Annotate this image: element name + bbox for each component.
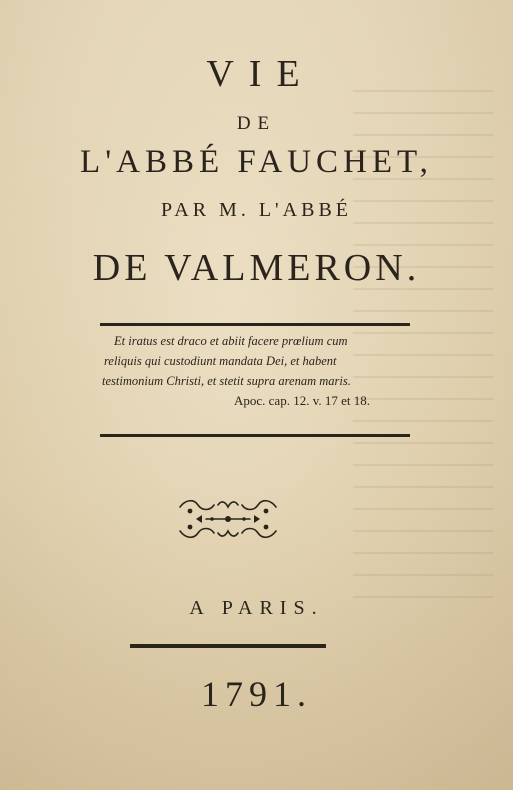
epigraph-line-1: Et iratus est draco et abiit facere prœlium cum bbox=[114, 334, 348, 348]
epigraph bbox=[100, 331, 412, 411]
title-line-de: DE bbox=[236, 113, 277, 134]
imprint-year: 1791. bbox=[201, 674, 312, 714]
title-line-vie: VIE bbox=[206, 53, 315, 95]
epigraph-citation: Apoc. cap. 12. v. 17 et 18. bbox=[234, 393, 370, 408]
epigraph-top-rule bbox=[100, 323, 410, 326]
epigraph-bottom-rule bbox=[100, 434, 410, 437]
imprint-rule bbox=[130, 644, 326, 648]
epigraph-line-3: testimonium Christi, et stetit supra arenam maris. bbox=[102, 374, 351, 388]
author-line-name: DE VALMERON. bbox=[92, 247, 421, 289]
imprint-place: A PARIS. bbox=[189, 597, 324, 619]
author-line-par: PAR M. L'ABBÉ bbox=[160, 199, 352, 221]
epigraph-line-2: reliquis qui custodiunt mandata Dei, et habent bbox=[104, 354, 337, 368]
fleuron-ornament-icon bbox=[176, 497, 280, 541]
title-line-subject: L'ABBÉ FAUCHET, bbox=[80, 144, 433, 180]
